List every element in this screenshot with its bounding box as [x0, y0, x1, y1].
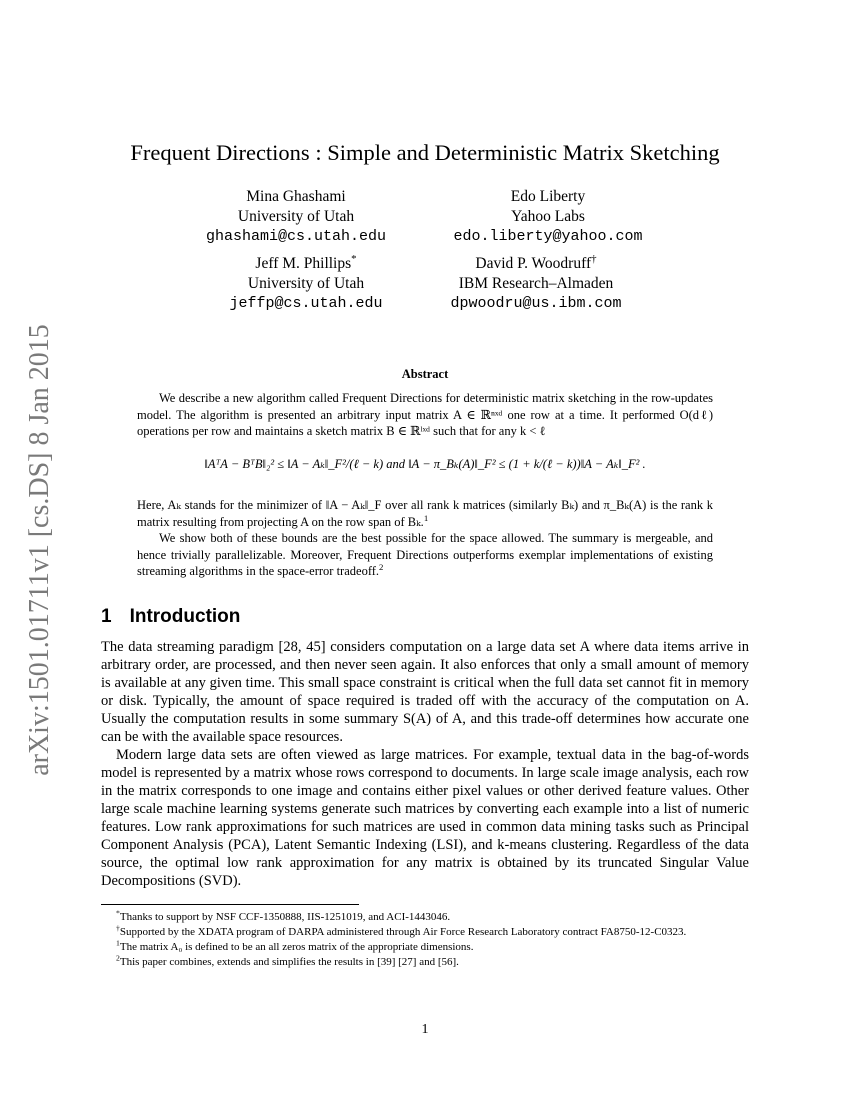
footnote-mark: *: [351, 252, 357, 265]
footnote-mark: 2: [116, 953, 120, 963]
abstract-paragraph: [137, 497, 713, 580]
abstract-equation: ‖AᵀA − BᵀB‖₂² ≤ ‖A − Aₖ‖_F²/(ℓ − k) and ‖A − π_Bₖ(A)‖_F² ≤ (1 + k/(ℓ − k))‖A − Aₖ‖_F² .: [204, 457, 646, 471]
footnote-text: Thanks to support by NSF CCF-1350888, IIS-1251019, and ACI-1443046.: [119, 911, 451, 923]
footnote-divider: [101, 904, 359, 905]
footnote-text: Supported by the XDATA program of DARPA administered through Air Force Research Laboratory contract FA8750-12-C0323.: [119, 926, 687, 938]
abstract-heading: Abstract: [401, 367, 449, 381]
author-email: jeffp@cs.utah.edu: [229, 295, 383, 312]
author-block: [386, 254, 686, 314]
author-name: Mina Ghashami: [246, 188, 346, 205]
author-name: Edo Liberty: [510, 188, 586, 205]
abstract-text: We describe a new algorithm called Frequent Directions for deterministic matrix sketching in the row-updates model. The algorithm is presented an arbitrary input matrix A ∈ ℝⁿˣᵈ one row at a time. It performed O(dℓ) operations per row and maintains a sketch matrix B ∈ ℝˡˣᵈ such that for any k < ℓ: [137, 391, 713, 438]
abstract-paragraph: [137, 390, 713, 440]
author-name: Jeff M. Phillips: [255, 255, 352, 272]
author-block: [398, 187, 698, 247]
footnotes: [101, 910, 749, 970]
paragraph: Modern large data sets are often viewed as large matrices. For example, textual data in the bag-of-words model is represented by a matrix whose rows correspond to documents. In large scale image analysis, each row in the matrix corresponds to one image and contains either pixel values or other derived feature values. Other large scale machine learning systems generate such matrices by converting each example into a list of numeric features. Low rank approximations for such matrices are used in common data mining tasks such as Principal Component Analysis (PCA), Latent Semantic Indexing (LSI), and k-means clustering. Regardless of the data source, the optimal low rank approximation for any matrix is obtained by its truncated Singular Value Decompositions (SVD).: [101, 747, 749, 889]
arxiv-identifier: arXiv:1501.01711v1 [cs.DS] 8 Jan 2015: [24, 324, 55, 776]
footnote-mark: 2: [379, 561, 384, 572]
paper-title: Frequent Directions : Simple and Deterministic Matrix Sketching: [130, 140, 720, 165]
footnote-mark: 1: [423, 512, 429, 523]
footnote-text: This paper combines, extends and simplifies the results in [39] [27] and [56].: [119, 956, 459, 968]
page-number: 1: [421, 1022, 429, 1037]
author-email: edo.liberty@yahoo.com: [453, 228, 643, 245]
footnote-mark: †: [116, 923, 120, 933]
footnote-mark: 1: [116, 938, 120, 948]
footnote-mark: †: [591, 252, 597, 265]
author-affiliation: Yahoo Labs: [511, 208, 585, 225]
author-email: dpwoodru@us.ibm.com: [450, 295, 622, 312]
author-email: ghashami@cs.utah.edu: [205, 228, 387, 245]
footnote-text: The matrix A₀ is defined to be an all zeros matrix of the appropriate dimensions.: [119, 941, 474, 953]
author-name: David P. Woodruff: [475, 255, 592, 272]
section-heading: [101, 606, 240, 628]
footnote-mark: *: [116, 908, 120, 918]
author-affiliation: University of Utah: [237, 208, 355, 225]
section-title: Introduction: [129, 606, 241, 627]
intro-body: [101, 638, 749, 890]
abstract-text: Here, Aₖ stands for the minimizer of ‖A − Aₖ‖_F over all rank k matrices (similarly Bₖ) and π_Bₖ(A) is the rank k matrix resulting from projecting A on the row span of Bₖ.: [137, 498, 713, 529]
paragraph: The data streaming paradigm [28, 45] considers computation on a large data set A where data items arrive in arbitrary order, are processed, and then never seen again. It also enforces that only a small amount of memory is available at any given time. This small space constraint is critical when the full data set cannot fit in memory or disk. Typically, the amount of space required is traded off with the accuracy of the computation on A. Usually the computation results in some summary S(A) of A, and this trade-off determines how accurate one can be with the available space resources.: [101, 639, 749, 745]
footnote: [101, 910, 749, 924]
footnote: [101, 925, 749, 939]
abstract-text: We show both of these bounds are the best possible for the space allowed. The summary is mergeable, and hence trivially parallelizable. Moreover, Frequent Directions outperforms exemplar implementations of existing streaming algorithms in the space-error tradeoff.: [137, 531, 713, 578]
section-number: 1: [101, 606, 112, 627]
footnote: [101, 955, 749, 969]
author-affiliation: IBM Research–Almaden: [458, 275, 614, 292]
footnote: [101, 940, 749, 954]
author-affiliation: University of Utah: [247, 275, 365, 292]
